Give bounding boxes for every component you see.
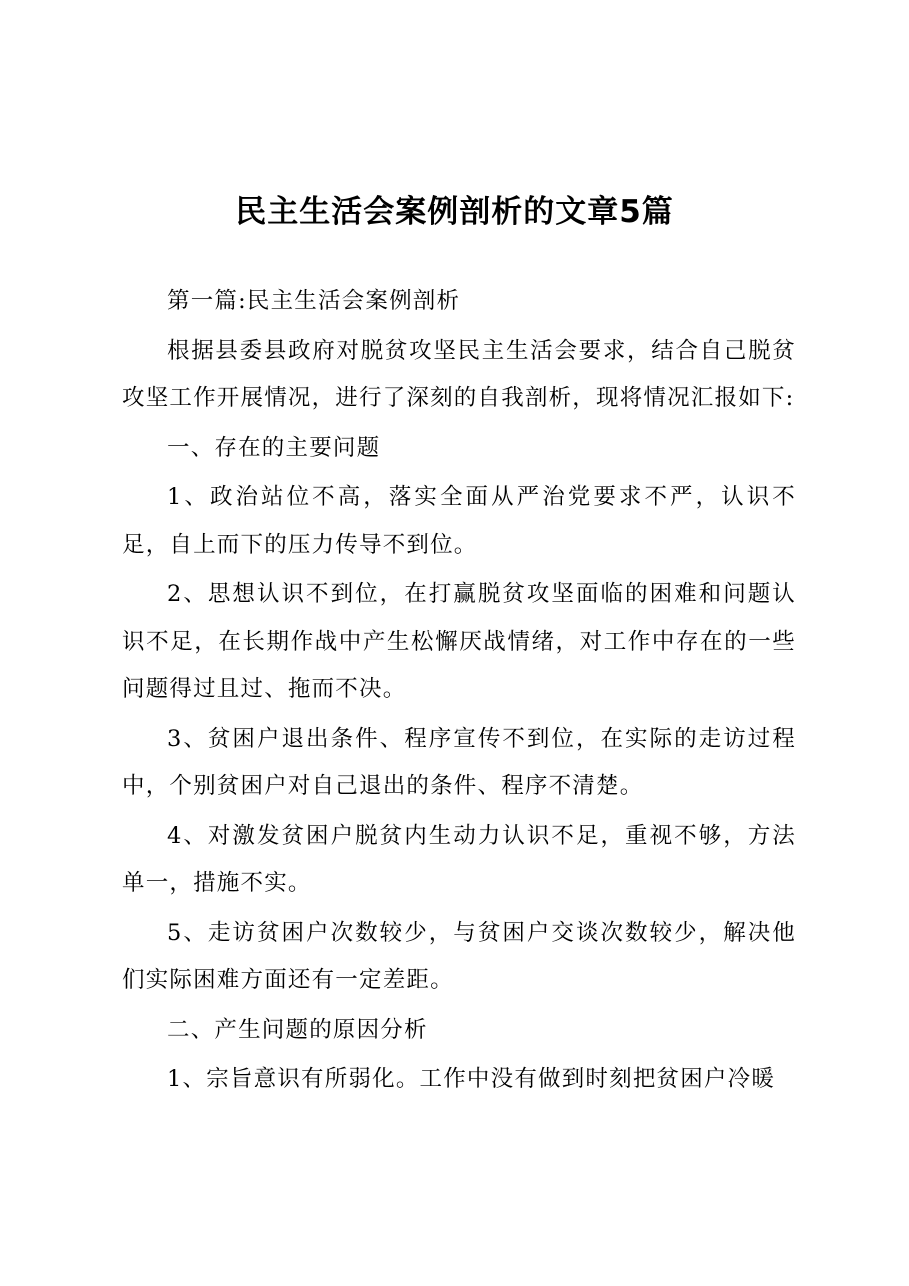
problem-item-3: 3、贫困户退出条件、程序宣传不到位，在实际的走访过程中，个别贫困户对自己退出的条件、程序不清楚。 (122, 725, 796, 799)
document-title: 民主生活会案例剖析的文章5篇 (235, 194, 674, 230)
problem-item-5: 5、走访贫困户次数较少，与贫困户交谈次数较少，解决他们实际困难方面还有一定差距。 (122, 919, 796, 993)
problem-item-1: 1、政治站位不高，落实全面从严治党要求不严，认识不足，自上而下的压力传导不到位。 (122, 484, 796, 558)
cause-item-1: 1、宗旨意识有所弱化。工作中没有做到时刻把贫困户冷暖 (167, 1066, 776, 1092)
problem-item-2: 2、思想认识不到位，在打赢脱贫攻坚面临的困难和问题认识不足，在长期作战中产生松懈厌战情绪，对工作中存在的一些问题得过且过、拖而不决。 (122, 581, 796, 702)
section-heading-cause-analysis: 二、产生问题的原因分析 (167, 1016, 428, 1043)
intro-paragraph: 根据县委县政府对脱贫攻坚民主生活会要求，结合自己脱贫攻坚工作开展情况，进行了深刻的自我剖析，现将情况汇报如下: (122, 337, 796, 411)
section-heading-first-article: 第一篇:民主生活会案例剖析 (167, 288, 461, 314)
document-body (122, 278, 796, 1104)
problem-item-4: 4、对激发贫困户脱贫内生动力认识不足，重视不够，方法单一，措施不实。 (122, 822, 796, 896)
section-heading-main-problems: 一、存在的主要问题 (167, 434, 381, 461)
